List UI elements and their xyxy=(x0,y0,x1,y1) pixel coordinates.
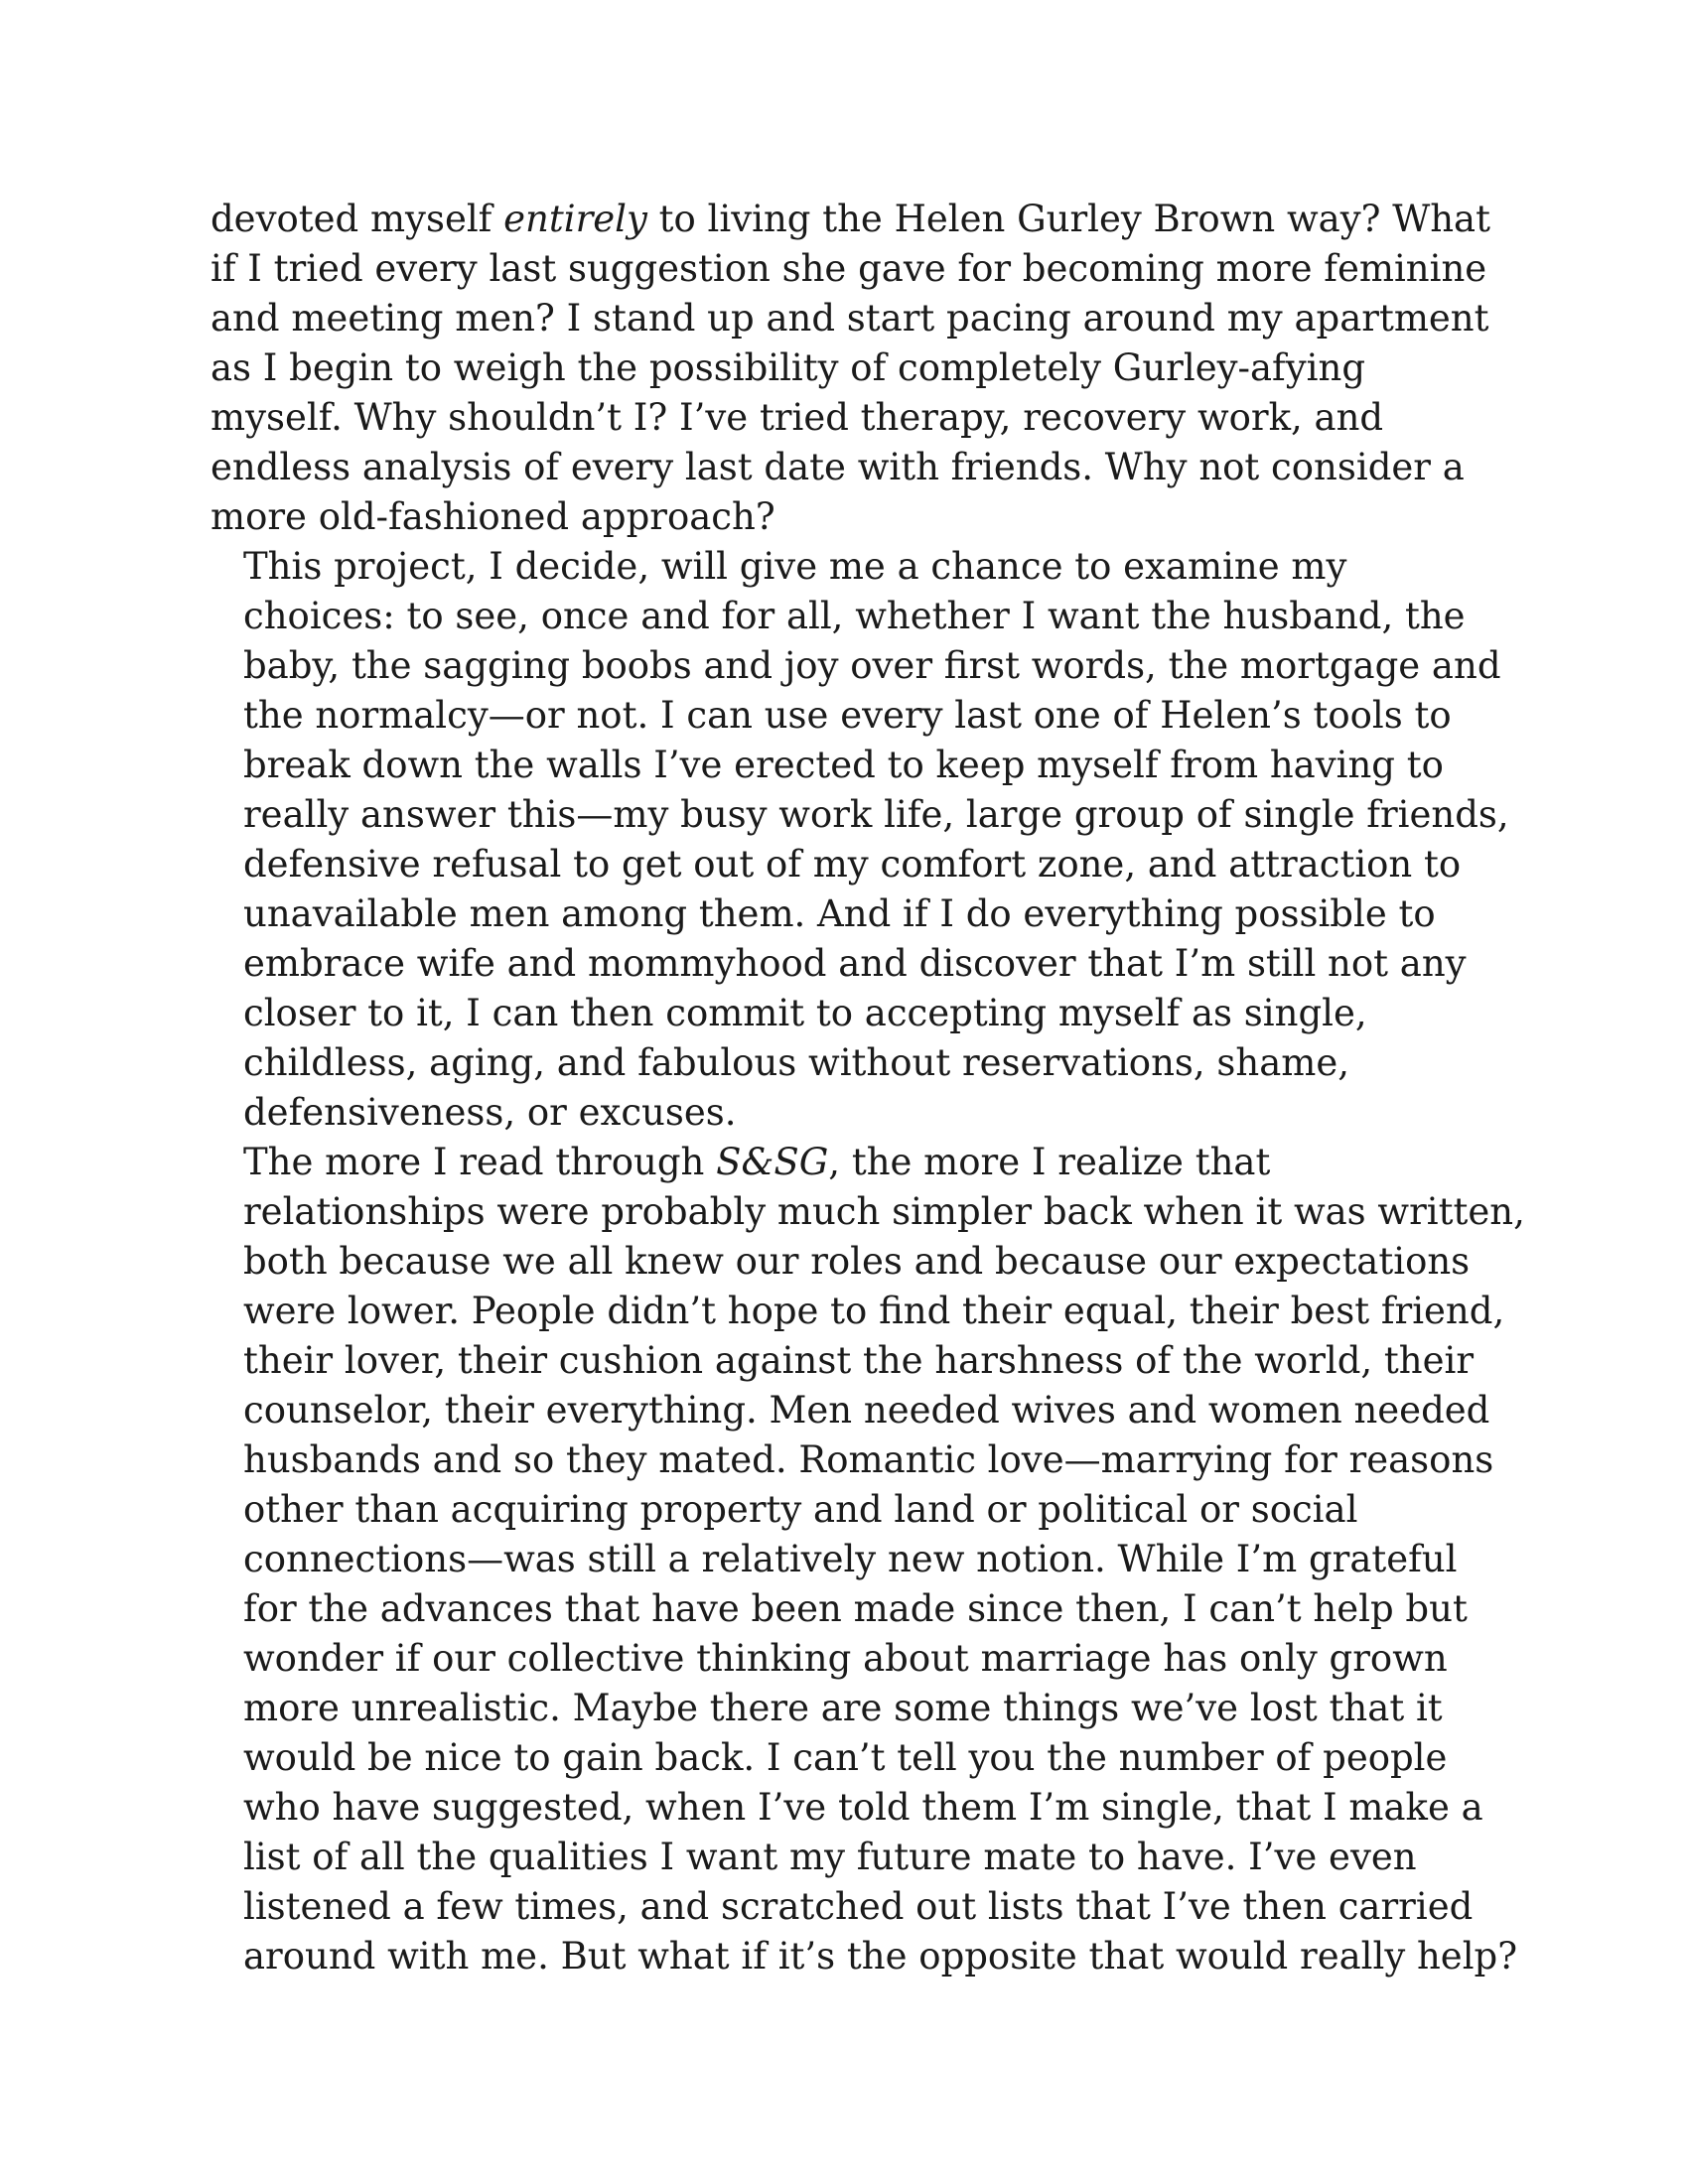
paragraph xyxy=(211,1138,1525,1981)
text-run: wonder if our collective thinking about marriage has only grown xyxy=(243,1637,1448,1680)
text-run: listened a few times, and scratched out lists that I’ve then carried xyxy=(243,1885,1474,1928)
text-run: counselor, their everything. Men needed wives and women needed xyxy=(243,1389,1490,1432)
text-run: would be nice to gain back. I can’t tell you the number of people xyxy=(243,1736,1448,1779)
text-run: for the advances that have been made since then, I can’t help but xyxy=(243,1587,1468,1630)
text-run: list of all the qualities I want my future mate to have. I’ve even xyxy=(243,1836,1417,1878)
page-body xyxy=(211,195,1525,1981)
text-line xyxy=(211,195,1501,244)
text-line xyxy=(211,592,1501,641)
text-run: more old-fashioned approach? xyxy=(211,495,775,538)
text-line xyxy=(211,1684,1501,1733)
text-line xyxy=(211,1535,1501,1584)
text-line xyxy=(211,443,1501,492)
text-run: The more I read through xyxy=(243,1141,717,1183)
italic-text: entirely xyxy=(503,198,647,240)
text-line xyxy=(211,840,1501,889)
text-run: who have suggested, when I’ve told them I’m single, that I make a xyxy=(243,1786,1483,1829)
text-run: and meeting men? I stand up and start pacing around my apartment xyxy=(211,297,1489,340)
text-run: baby, the sagging boobs and joy over first words, the mortgage and xyxy=(243,644,1501,687)
text-line xyxy=(211,1833,1501,1882)
text-run: connections—was still a relatively new notion. While I’m grateful xyxy=(243,1538,1458,1580)
text-run: more unrealistic. Maybe there are some things we’ve lost that it xyxy=(243,1687,1443,1729)
text-line xyxy=(211,1882,1501,1932)
text-line xyxy=(211,641,1501,691)
italic-text: S&SG xyxy=(716,1141,829,1183)
paragraph xyxy=(211,542,1509,1138)
text-line xyxy=(211,989,1501,1038)
text-line xyxy=(211,741,1501,790)
text-run: This project, I decide, will give me a chance to examine my xyxy=(243,545,1347,588)
text-run: break down the walls I’ve erected to keep myself from having to xyxy=(243,744,1444,786)
text-line xyxy=(211,1386,1501,1435)
text-run: unavailable men among them. And if I do everything possible to xyxy=(243,892,1436,935)
text-line xyxy=(211,343,1501,393)
text-line xyxy=(211,1932,1518,1981)
text-line xyxy=(211,1783,1501,1833)
text-line xyxy=(211,1485,1501,1535)
text-run: both because we all knew our roles and because our expectations xyxy=(243,1240,1471,1283)
text-line xyxy=(211,939,1501,989)
text-run: endless analysis of every last date with friends. Why not consider a xyxy=(211,446,1465,488)
text-line xyxy=(211,1287,1505,1336)
text-run: choices: to see, once and for all, whether I want the husband, the xyxy=(243,595,1466,637)
text-run: devoted myself xyxy=(211,198,504,240)
text-line xyxy=(211,1088,1501,1138)
text-line xyxy=(211,393,1501,443)
text-run: , the more I realize that xyxy=(828,1141,1271,1183)
text-line xyxy=(211,1733,1501,1783)
text-run: relationships were probably much simpler back when it was written, xyxy=(243,1190,1525,1233)
text-run: around with me. But what if it’s the opposite that would really help? xyxy=(243,1935,1518,1978)
text-line xyxy=(211,889,1501,939)
text-line xyxy=(211,1584,1501,1634)
text-run: closer to it, I can then commit to accepting myself as single, xyxy=(243,992,1367,1034)
text-line xyxy=(211,244,1501,294)
text-run: husbands and so they mated. Romantic love—marrying for reasons xyxy=(243,1438,1494,1481)
text-run: really answer this—my busy work life, large group of single friends, xyxy=(243,793,1509,836)
text-line xyxy=(211,691,1501,741)
text-line xyxy=(211,1435,1501,1485)
text-line xyxy=(211,790,1509,840)
text-line xyxy=(211,1336,1501,1386)
text-run: the normalcy—or not. I can use every last one of Helen’s tools to xyxy=(243,694,1452,737)
text-run: as I begin to weigh the possibility of completely Gurley-afying xyxy=(211,346,1366,389)
text-line xyxy=(211,1237,1501,1287)
text-run: were lower. People didn’t hope to find their equal, their best friend, xyxy=(243,1290,1505,1332)
text-run: to living the Helen Gurley Brown way? What xyxy=(646,198,1490,240)
text-line xyxy=(211,294,1501,343)
text-line xyxy=(211,492,1501,542)
text-line xyxy=(211,1187,1525,1237)
text-run: embrace wife and mommyhood and discover that I’m still not any xyxy=(243,942,1467,985)
text-run: other than acquiring property and land or political or social xyxy=(243,1488,1358,1531)
text-run: defensiveness, or excuses. xyxy=(243,1091,737,1134)
text-line xyxy=(211,542,1501,592)
text-line xyxy=(211,1634,1501,1684)
text-line xyxy=(211,1038,1501,1088)
text-run: their lover, their cushion against the harshness of the world, their xyxy=(243,1339,1475,1382)
text-run: myself. Why shouldn’t I? I’ve tried therapy, recovery work, and xyxy=(211,396,1384,439)
text-run: childless, aging, and fabulous without reservations, shame, xyxy=(243,1041,1350,1084)
text-run: defensive refusal to get out of my comfort zone, and attraction to xyxy=(243,843,1462,886)
text-run: if I tried every last suggestion she gave for becoming more feminine xyxy=(211,247,1487,290)
text-line xyxy=(211,1138,1501,1187)
paragraph xyxy=(211,195,1501,542)
